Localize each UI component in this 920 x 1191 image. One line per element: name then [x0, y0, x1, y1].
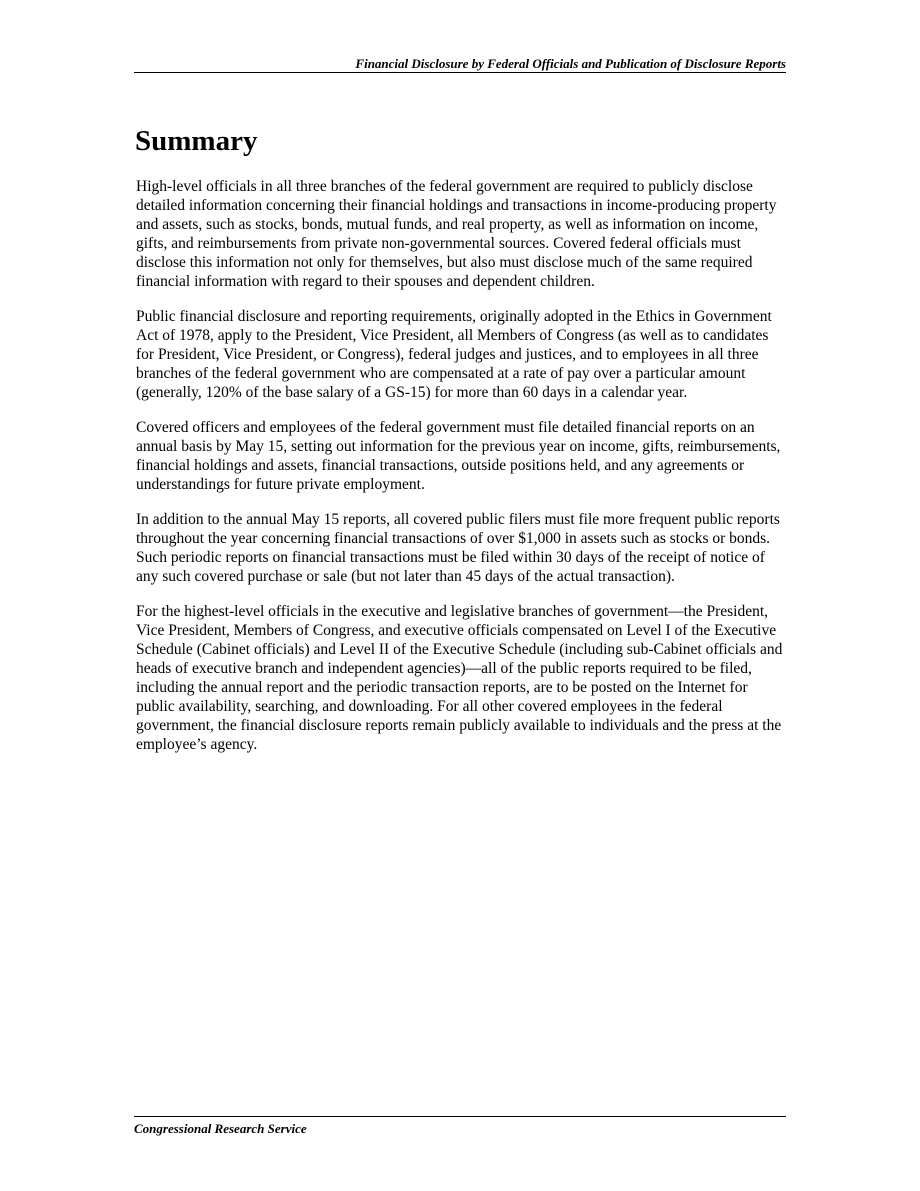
- paragraph: Public financial disclosure and reporting requirements, originally adopted in the Ethics in Government Act of 1978, apply to the President, Vice President, all Members of Congress (as well as to candidates for President, Vice President, or Congress), federal judges and justices, and to employees in all three branches of the federal government who are compensated at a rate of pay over a particular amount (generally, 120% of the base salary of a GS-15) for more than 60 days in a calendar year.: [136, 308, 772, 401]
- footer-source: Congressional Research Service: [134, 1121, 307, 1136]
- running-title: Financial Disclosure by Federal Officials and Publication of Disclosure Reports: [355, 56, 786, 71]
- paragraph: In addition to the annual May 15 reports, all covered public filers must file more frequent public reports throughout the year concerning financial transactions of over $1,000 in assets such as stocks or bonds. Such periodic reports on financial transactions must be filed within 30 days of the receipt of notice of any such covered purchase or sale (but not later than 45 days of the actual transaction).: [136, 511, 780, 585]
- page-footer: [134, 1116, 786, 1137]
- summary-body: [136, 177, 786, 770]
- paragraph: For the highest-level officials in the executive and legislative branches of government—the President, Vice President, Members of Congress, and executive officials compensated on Level I of the Executive Schedule (Cabinet officials) and Level II of the Executive Schedule (including sub-Cabinet officials and heads of executive branch and independent agencies)—all of the public reports required to be filed, including the annual report and the periodic transaction reports, are to be posted on the Internet for public availability, searching, and downloading. For all other covered employees in the federal government, the financial disclosure reports remain publicly available to individuals and the press at the employee’s agency.: [136, 603, 783, 753]
- paragraph: High-level officials in all three branches of the federal government are required to publicly disclose detailed information concerning their financial holdings and transactions in income-producing property and assets, such as stocks, bonds, mutual funds, and real property, as well as information on income, gifts, and reimbursements from private non-governmental sources. Covered federal officials must disclose this information not only for themselves, but also must disclose much of the same required financial information with regard to their spouses and dependent children.: [136, 178, 777, 290]
- page-header: [134, 56, 786, 73]
- paragraph: Covered officers and employees of the federal government must file detailed financial reports on an annual basis by May 15, setting out information for the previous year on income, gifts, reimbursements, financial holdings and assets, financial transactions, outside positions held, and any agreements or understandings for future private employment.: [136, 419, 781, 493]
- section-title: Summary: [135, 125, 258, 157]
